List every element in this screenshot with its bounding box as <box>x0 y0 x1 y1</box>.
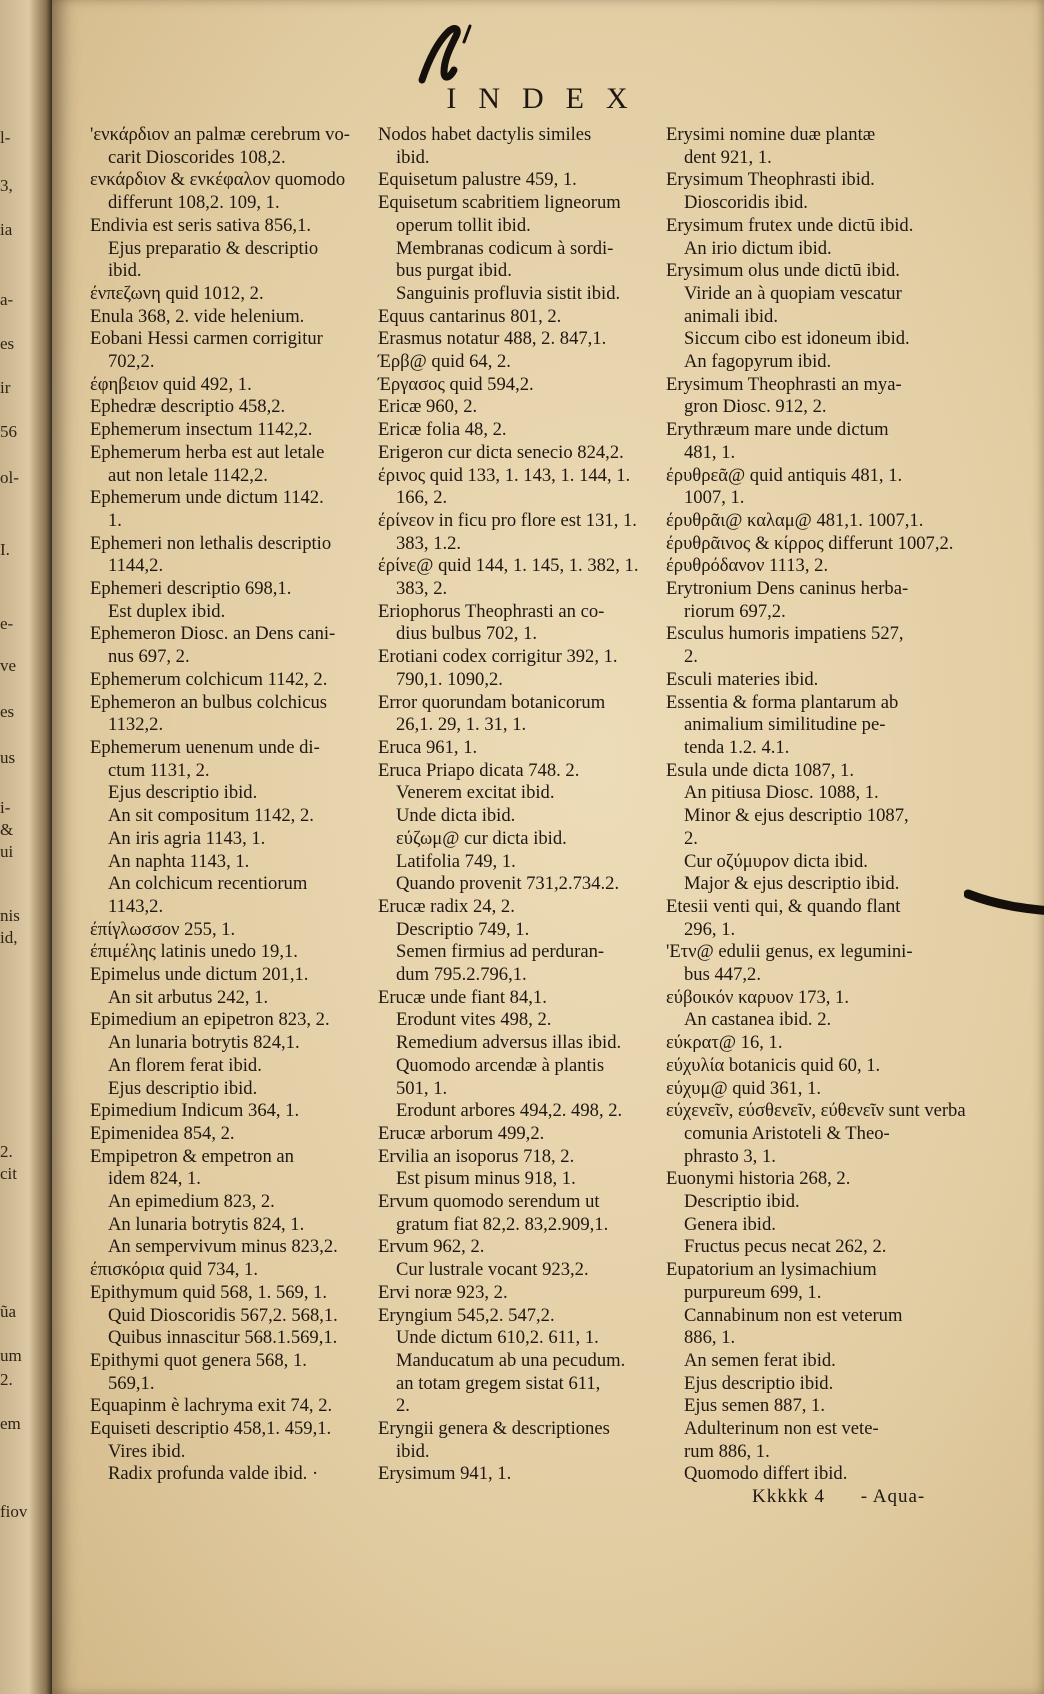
index-entry: Adulterinum non est vete- <box>684 1418 879 1440</box>
left-page-text-fragment: i- <box>0 798 11 817</box>
index-entry: Euonymi historia 268, 2. <box>666 1168 851 1190</box>
index-entry: Epithymum quid 568, 1. 569, 1. <box>90 1281 328 1303</box>
ink-flourish-mark <box>414 22 484 86</box>
index-entry: έρυθρᾶινος & κίρρος differunt 1007,2. <box>666 532 954 554</box>
index-entry: Erysimum frutex unde dictū ibid. <box>666 214 914 236</box>
index-entry: Ejus descriptio ibid. <box>108 1077 258 1099</box>
left-page-text-fragment: ve <box>0 656 17 675</box>
index-entry: 886, 1. <box>684 1327 736 1349</box>
left-page-text-fragment: es <box>0 334 15 353</box>
index-entry: animali ibid. <box>684 305 778 327</box>
index-entry: έπισκόρια quid 734, 1. <box>90 1259 258 1281</box>
index-entry: Latifolia 749, 1. <box>396 850 516 872</box>
index-entry: differunt 108,2. 109, 1. <box>108 192 280 214</box>
index-entry: Unde dictum 610,2. 611, 1. <box>396 1327 599 1349</box>
index-entry: An sempervivum minus 823,2. <box>108 1236 338 1258</box>
index-entry: Ephemerum unde dictum 1142. <box>90 487 324 509</box>
index-entry: 1144,2. <box>108 555 164 577</box>
index-entry: Quomodo arcendæ à plantis <box>396 1054 605 1076</box>
index-entry: Erysimi nomine duæ plantæ <box>666 124 876 145</box>
index-entry: εύβοικόν καρυον 173, 1. <box>666 986 850 1008</box>
index-entry: gratum fiat 82,2. 83,2.909,1. <box>396 1213 609 1235</box>
index-entry: gron Diosc. 912, 2. <box>684 396 827 418</box>
index-entry: An sit compositum 1142, 2. <box>108 805 314 827</box>
index-entry: Eriophorus Theophrasti an co- <box>378 600 605 622</box>
index-entry: 296, 1. <box>684 918 736 940</box>
index-entry: Nodos habet dactylis similes <box>378 124 592 145</box>
index-entry: Erasmus notatur 488, 2. 847,1. <box>378 328 607 350</box>
index-entry: Erodunt arbores 494,2. 498, 2. <box>396 1100 623 1122</box>
index-entry: 790,1. 1090,2. <box>396 668 503 690</box>
index-entry: Cur οζύμυρον dicta ibid. <box>684 850 868 872</box>
index-entry: 2. <box>684 827 698 849</box>
index-entry: Manducatum ab una pecudum. <box>396 1349 626 1371</box>
index-page <box>52 0 1044 1694</box>
index-entry: Ephemeri descriptio 698,1. <box>90 578 292 600</box>
index-entry: έρίνεον in ficu pro flore est 131, 1. <box>378 509 637 531</box>
index-entry: 1143,2. <box>108 895 164 917</box>
index-entry: An epimedium 823, 2. <box>108 1191 275 1213</box>
index-entry: 2. <box>684 646 698 668</box>
index-entry: An colchicum recentiorum <box>108 873 308 895</box>
index-entry: Ephemeron Diosc. an Dens cani- <box>90 623 336 645</box>
index-entry: Έρβ@ quid 64, 2. <box>378 351 511 373</box>
left-page-text-fragment: nis <box>0 906 20 925</box>
index-entry: έφηβειον quid 492, 1. <box>90 373 252 395</box>
index-entry: Equisetum scabritiem ligneorum <box>378 192 621 214</box>
index-entry: έπιμέλης latinis unedo 19,1. <box>90 941 298 963</box>
index-entry: έρίνε@ quid 144, 1. 145, 1. 382, 1. <box>378 555 639 577</box>
index-entry: Empipetron & empetron an <box>90 1145 294 1167</box>
index-entry: Equapinm è lachryma exit 74, 2. <box>90 1395 333 1417</box>
index-entry: an totam gregem sistat 611, <box>396 1372 601 1394</box>
ink-pointer-mark <box>964 886 1044 926</box>
index-entry: Erythræum mare unde dictum <box>666 419 889 441</box>
index-entry: dent 921, 1. <box>684 146 772 168</box>
index-entry: Eryngium 545,2. 547,2. <box>378 1304 555 1326</box>
index-entry: Cannabinum non est veterum <box>684 1304 903 1326</box>
catchword: - Aqua- <box>860 1486 926 1507</box>
index-entry: Equus cantarinus 801, 2. <box>378 305 562 327</box>
index-entry: Erucæ arborum 499,2. <box>378 1122 545 1144</box>
index-entry: An pitiusa Diosc. 1088, 1. <box>684 782 879 804</box>
left-page-text-fragment: 2. <box>0 1370 13 1389</box>
left-page-edge <box>0 0 52 1694</box>
index-entry: Radix profunda valde ibid. · <box>108 1463 319 1485</box>
index-entry: Ephemerum uenenum unde di- <box>90 736 320 758</box>
index-entry: Epithymi quot genera 568, 1. <box>90 1349 307 1371</box>
signature-mark: Kkkkk 4 <box>752 1486 825 1507</box>
index-entry: Erucæ unde fiant 84,1. <box>378 986 547 1008</box>
index-entry: rum 886, 1. <box>684 1440 770 1462</box>
index-entry: Etesii venti qui, & quando flant <box>666 895 901 917</box>
index-column-1 <box>90 124 372 1486</box>
index-entry: Equisetum palustre 459, 1. <box>378 169 577 191</box>
left-page-text-fragment: id, <box>0 928 18 947</box>
index-entry: Eobani Hessi carmen corrigitur <box>90 328 323 350</box>
index-entry: 569,1. <box>108 1372 155 1394</box>
index-entry: 26,1. 29, 1. 31, 1. <box>396 714 527 736</box>
index-entry: εύχυμ@ quid 361, 1. <box>666 1077 822 1099</box>
index-entry: 2. <box>396 1395 410 1417</box>
index-entry: Major & ejus descriptio ibid. <box>684 873 900 895</box>
index-entry: Quando provenit 731,2.734.2. <box>396 873 620 895</box>
index-entry: Epimedium Indicum 364, 1. <box>90 1100 300 1122</box>
index-entry: Ejus descriptio ibid. <box>108 782 258 804</box>
index-entry: 1007, 1. <box>684 487 745 509</box>
index-entry: Error quorundam botanicorum <box>378 691 606 713</box>
index-entry: An semen ferat ibid. <box>684 1349 836 1371</box>
index-entry: Eruca 961, 1. <box>378 736 478 758</box>
index-entry: Ejus preparatio & descriptio <box>108 237 319 259</box>
index-entry: 383, 1.2. <box>396 532 462 554</box>
index-entry: 481, 1. <box>684 441 736 463</box>
index-entry: Eupatorium an lysimachium <box>666 1259 877 1281</box>
index-entry: 166, 2. <box>396 487 448 509</box>
index-entry: Unde dicta ibid. <box>396 805 516 827</box>
index-entry: 501, 1. <box>396 1077 448 1099</box>
index-entry: Semen firmius ad perduran- <box>396 941 605 963</box>
index-entry: Ejus semen 887, 1. <box>684 1395 825 1417</box>
index-entry: tenda 1.2. 4.1. <box>684 736 790 758</box>
index-entry: phrasto 3, 1. <box>684 1145 776 1167</box>
index-entry: Sanguinis profluvia sistit ibid. <box>396 282 621 304</box>
left-page-text-fragment: 3, <box>0 176 13 195</box>
index-entry: purpureum 699, 1. <box>684 1281 822 1303</box>
index-entry: animalium similitudine pe- <box>684 714 886 736</box>
index-entry: ενκάρδιον & ενκέφαλον quomodo <box>90 169 346 191</box>
index-entry: έρινος quid 133, 1. 143, 1. 144, 1. <box>378 464 631 486</box>
left-page-text-fragment: em <box>0 1414 21 1433</box>
index-entry: 'ενκάρδιον an palmæ cerebrum vo- <box>90 124 350 145</box>
index-entry: Erytronium Dens caninus herba- <box>666 578 909 600</box>
index-entry: Epimelus unde dictum 201,1. <box>90 964 309 986</box>
index-entry: Erigeron cur dicta senecio 824,2. <box>378 441 624 463</box>
index-entry: Esculus humoris impatiens 527, <box>666 623 904 645</box>
index-entry: ένπεζωνη quid 1012, 2. <box>90 282 264 304</box>
index-entry: Erysimum Theophrasti ibid. <box>666 169 875 191</box>
index-entry: 'Ετν@ edulii genus, ex legumini- <box>666 941 913 963</box>
left-page-text-fragment: um <box>0 1346 22 1365</box>
index-entry: έπίγλωσσον 255, 1. <box>90 918 236 940</box>
left-page-text-fragment: ir <box>0 378 11 397</box>
index-entry: Eruca Priapo dicata 748. 2. <box>378 759 580 781</box>
index-entry: bus 447,2. <box>684 964 761 986</box>
index-entry: Ephemerum insectum 1142,2. <box>90 419 313 441</box>
index-entry: εύχυλία botanicis quid 60, 1. <box>666 1054 881 1076</box>
index-entry: ctum 1131, 2. <box>108 759 210 781</box>
index-entry: dum 795.2.796,1. <box>396 964 527 986</box>
index-entry: Quomodo differt ibid. <box>684 1463 848 1485</box>
index-entry: Epimedium an epipetron 823, 2. <box>90 1009 330 1031</box>
index-entry: Siccum cibo est idoneum ibid. <box>684 328 910 350</box>
index-entry: έρυθρᾶι@ καλαμ@ 481,1. 1007,1. <box>666 509 924 531</box>
index-entry: Esculi materies ibid. <box>666 668 819 690</box>
index-entry: Est duplex ibid. <box>108 600 226 622</box>
index-entry: Eryngii genera & descriptiones <box>378 1418 610 1440</box>
index-entry: Ephemeri non lethalis descriptio <box>90 532 332 554</box>
index-entry: Quibus innascitur 568.1.569,1. <box>108 1327 338 1349</box>
left-page-text-fragment: 2. <box>0 1142 13 1161</box>
index-entry: operum tollit ibid. <box>396 214 531 236</box>
index-entry: aut non letale 1142,2. <box>108 464 268 486</box>
index-entry: Esula unde dicta 1087, 1. <box>666 759 854 781</box>
left-page-text-fragment: fiov <box>0 1502 28 1521</box>
index-entry: nus 697, 2. <box>108 646 190 668</box>
index-entry: 1132,2. <box>108 714 164 736</box>
index-entry: Ephemerum herba est aut letale <box>90 441 325 463</box>
index-entry: bus purgat ibid. <box>396 260 512 282</box>
index-entry: An iris agria 1143, 1. <box>108 827 266 849</box>
index-entry: An irio dictum ibid. <box>684 237 832 259</box>
index-entry: Venerem excitat ibid. <box>396 782 555 804</box>
left-page-text-fragment: ũa <box>0 1302 17 1321</box>
index-column-3 <box>666 124 966 1486</box>
index-entry: Genera ibid. <box>684 1213 776 1235</box>
left-page-text-fragment: ui <box>0 842 14 861</box>
index-entry: Endivia est seris sativa 856,1. <box>90 214 312 236</box>
left-page-text-fragment: l- <box>0 128 11 147</box>
index-entry: Ejus descriptio ibid. <box>684 1372 834 1394</box>
index-entry: Est pisum minus 918, 1. <box>396 1168 576 1190</box>
index-entry: riorum 697,2. <box>684 600 786 622</box>
index-entry: ibid. <box>108 260 142 282</box>
index-entry: Ervilia an isoporus 718, 2. <box>378 1145 575 1167</box>
index-entry: Ericæ folia 48, 2. <box>378 419 507 441</box>
index-entry: 1. <box>108 509 122 531</box>
index-entry: dius bulbus 702, 1. <box>396 623 538 645</box>
index-entry: Ericæ 960, 2. <box>378 396 478 418</box>
index-entry: Erucæ radix 24, 2. <box>378 895 515 917</box>
index-entry: Epimenidea 854, 2. <box>90 1122 235 1144</box>
index-entry: Descriptio ibid. <box>684 1191 800 1213</box>
index-entry: An florem ferat ibid. <box>108 1054 262 1076</box>
left-page-text-fragment: I. <box>0 540 10 559</box>
index-entry: έρυθρεᾶ@ quid antiquis 481, 1. <box>666 464 903 486</box>
left-page-text-fragment: 56 <box>0 422 17 441</box>
index-entry: ibid. <box>396 146 430 168</box>
index-entry: Ervi noræ 923, 2. <box>378 1281 508 1303</box>
index-entry: Dioscoridis ibid. <box>684 192 808 214</box>
index-entry: Vires ibid. <box>108 1440 186 1462</box>
index-entry: Descriptio 749, 1. <box>396 918 530 940</box>
left-page-text-fragment: es <box>0 702 15 721</box>
index-entry: 383, 2. <box>396 578 448 600</box>
index-entry: Ervum quomodo serendum ut <box>378 1191 600 1213</box>
index-entry: Membranas codicum à sordi- <box>396 237 614 259</box>
index-entry: Ephemerum colchicum 1142, 2. <box>90 668 328 690</box>
index-entry: An lunaria botrytis 824,1. <box>108 1032 300 1054</box>
index-entry: An fagopyrum ibid. <box>684 351 832 373</box>
left-page-text-fragment: ol- <box>0 468 19 487</box>
left-page-text-fragment: cit <box>0 1164 17 1183</box>
index-entry: Έργασος quid 594,2. <box>378 373 534 395</box>
index-entry: Erysimum olus unde dictū ibid. <box>666 260 900 282</box>
index-entry: Erysimum Theophrasti an mya- <box>666 373 902 395</box>
index-entry: εύκρατ@ 16, 1. <box>666 1032 783 1054</box>
index-entry: Essentia & forma plantarum ab <box>666 691 899 713</box>
index-entry: Erodunt vites 498, 2. <box>396 1009 552 1031</box>
left-page-text-fragment: & <box>0 820 14 839</box>
index-entry: εύζωμ@ cur dicta ibid. <box>396 827 567 849</box>
left-page-text-fragment: us <box>0 748 16 767</box>
index-entry: Erotiani codex corrigitur 392, 1. <box>378 646 618 668</box>
index-entry: Minor & ejus descriptio 1087, <box>684 805 909 827</box>
index-entry: Quid Dioscoridis 567,2. 568,1. <box>108 1304 338 1326</box>
index-entry: Enula 368, 2. vide helenium. <box>90 305 305 327</box>
index-entry: carit Dioscorides 108,2. <box>108 146 286 168</box>
index-entry: Ephedræ descriptio 458,2. <box>90 396 286 418</box>
index-entry: έρυθρόδανον 1113, 2. <box>666 555 829 577</box>
left-page-text-fragment: ia <box>0 220 13 239</box>
index-entry: An naphta 1143, 1. <box>108 850 250 872</box>
index-entry: Remedium adversus illas ibid. <box>396 1032 622 1054</box>
index-entry: An sit arbutus 242, 1. <box>108 986 269 1008</box>
page-title: INDEX <box>446 82 650 115</box>
index-entry: 702,2. <box>108 351 155 373</box>
index-entry: idem 824, 1. <box>108 1168 201 1190</box>
index-entry: comunia Aristoteli & Theo- <box>684 1122 890 1144</box>
index-entry: Fructus pecus necat 262, 2. <box>684 1236 887 1258</box>
index-column-2 <box>378 124 660 1486</box>
left-page-text-fragment: e- <box>0 614 14 633</box>
index-entry: Cur lustrale vocant 923,2. <box>396 1259 589 1281</box>
index-entry: Viride an à quopiam vescatur <box>684 282 902 304</box>
index-entry: εύχενεῖν, εύσθενεῖν, εύθενεῖν sunt verba <box>666 1100 966 1122</box>
left-page-text-fragment: a- <box>0 290 14 309</box>
index-entry: An lunaria botrytis 824, 1. <box>108 1213 305 1235</box>
index-entry: Erysimum 941, 1. <box>378 1463 512 1485</box>
page-footer <box>752 1486 925 1508</box>
index-entry: Equiseti descriptio 458,1. 459,1. <box>90 1418 332 1440</box>
index-entry: Ephemeron an bulbus colchicus <box>90 691 328 713</box>
index-entry: ibid. <box>396 1440 430 1462</box>
index-entry: An castanea ibid. 2. <box>684 1009 832 1031</box>
index-entry: Ervum 962, 2. <box>378 1236 485 1258</box>
